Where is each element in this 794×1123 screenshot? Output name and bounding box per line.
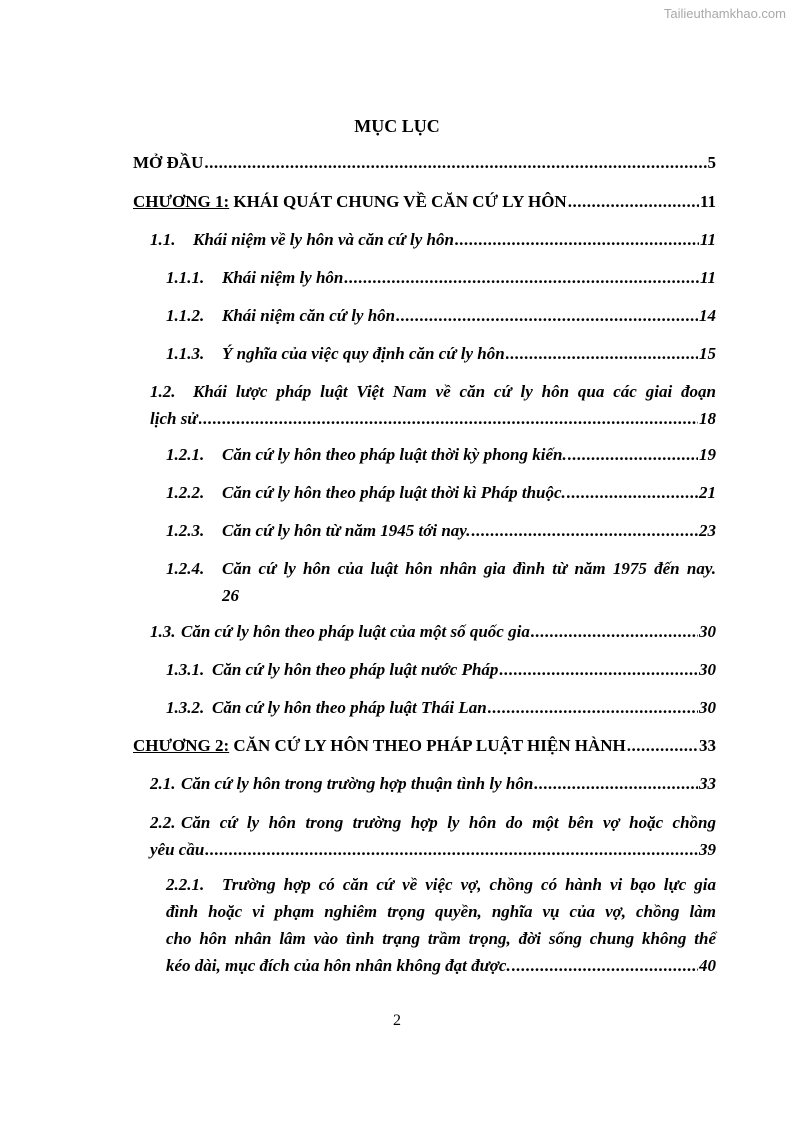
toc-entry-number: 1.1. xyxy=(150,230,176,249)
toc-entry-1-3-1[interactable] xyxy=(166,657,716,682)
toc-entry-text: Khái niệm ly hôn xyxy=(222,268,344,287)
toc-entry-page: 30 xyxy=(699,622,716,641)
toc-entry-number: 1.3.2. xyxy=(166,698,205,717)
toc-entry-page: 33 xyxy=(699,774,716,793)
toc-entry-page: 30 xyxy=(699,698,716,717)
toc-entry-text: Ý nghĩa của việc quy định căn cứ ly hôn xyxy=(222,344,505,363)
toc-entry-1-2-3[interactable] xyxy=(166,518,716,543)
toc-entry-text: CĂN CỨ LY HÔN THEO PHÁP LUẬT HIỆN HÀNH xyxy=(229,736,626,755)
toc-entry-chuong-2[interactable] xyxy=(133,733,716,758)
toc-entry-1-1-2[interactable] xyxy=(166,303,716,328)
toc-entry-number: 1.3. xyxy=(150,622,176,641)
toc-entry-page: 15 xyxy=(699,344,716,363)
toc-entry-text: Khái niệm về ly hôn và căn cứ ly hôn xyxy=(193,230,454,249)
toc-entry-page: 33 xyxy=(699,736,716,755)
toc-entry-number: 1.2.4. xyxy=(166,559,205,578)
toc-entry-page: 14 xyxy=(699,306,716,325)
toc-entry-text: Căn cứ ly hôn theo pháp luật Thái Lan xyxy=(212,698,487,717)
toc-entry-1-2-1[interactable] xyxy=(166,442,716,467)
toc-entry-number: 1.3.1. xyxy=(166,660,205,679)
toc-entry-2-2-1[interactable] xyxy=(166,872,716,978)
toc-entry-text: MỞ ĐẦU xyxy=(133,153,204,172)
toc-entry-page: 19 xyxy=(699,445,716,464)
toc-entry-1-1-1[interactable] xyxy=(166,265,716,290)
toc-entry-text-line: cho hôn nhân lâm vào tình trạng trầm trọng, đời sống chung không thể xyxy=(166,929,716,948)
toc-entry-text: kéo dài, mục đích của hôn nhân không đạt được. xyxy=(166,956,511,975)
toc-entry-1-2-2[interactable] xyxy=(166,480,716,505)
toc-entry-page: 21 xyxy=(699,483,716,502)
toc-entry-page: 18 xyxy=(699,409,716,428)
toc-entry-text-line: đình hoặc vi phạm nghiêm trọng quyền, nghĩa vụ của vợ, chồng làm xyxy=(166,902,716,921)
toc-entry-1-1[interactable] xyxy=(150,227,716,252)
toc-entry-page: 11 xyxy=(699,230,716,249)
toc-entry-page: 26 xyxy=(222,586,239,605)
page-title: MỤC LỤC xyxy=(354,116,440,136)
toc-entry-text: Căn cứ ly hôn từ năm 1945 tới nay. xyxy=(222,521,471,540)
toc-entry-text: Căn cứ ly hôn theo pháp luật của một số quốc gia xyxy=(181,622,530,641)
toc-entry-number: 1.2.3. xyxy=(166,521,205,540)
toc-entry-page: 39 xyxy=(699,840,716,859)
toc-entry-page: 40 xyxy=(699,956,716,975)
toc-entry-page: 5 xyxy=(707,153,716,172)
toc-entry-number: 2.1. xyxy=(150,774,176,793)
toc-entry-text: Khái niệm căn cứ ly hôn xyxy=(222,306,396,325)
toc-entry-number: 2.2.1. xyxy=(166,875,205,894)
toc-entry-number: 1.1.3. xyxy=(166,344,205,363)
toc-entry-mo-dau[interactable] xyxy=(133,150,716,175)
toc-entry-number: 2.2. xyxy=(150,813,176,832)
toc-entry-prefix: CHƯƠNG 2: xyxy=(133,736,230,755)
toc-entry-text: yêu cầu xyxy=(150,840,205,859)
toc-entry-text: Căn cứ ly hôn trong trường hợp thuận tình ly hôn xyxy=(181,774,534,793)
toc-entry-text-line: Trường hợp có căn cứ về việc vợ, chồng có hành vi bạo lực gia xyxy=(222,875,716,894)
toc-entry-1-3-2[interactable] xyxy=(166,695,716,720)
toc-entry-number: 1.1.1. xyxy=(166,268,205,287)
toc-entry-page: 23 xyxy=(699,521,716,540)
page-number: 2 xyxy=(393,1012,401,1029)
toc-entry-page: 30 xyxy=(699,660,716,679)
toc-entry-number: 1.1.2. xyxy=(166,306,205,325)
toc-entry-text: Căn cứ ly hôn theo pháp luật thời kì Pháp thuộc. xyxy=(222,483,566,502)
toc-entry-chuong-1[interactable] xyxy=(133,189,716,214)
toc-entry-2-2[interactable] xyxy=(150,810,716,862)
toc-entry-1-1-3[interactable] xyxy=(166,341,716,366)
toc-entry-number: 1.2.1. xyxy=(166,445,205,464)
toc-entry-text: KHÁI QUÁT CHUNG VỀ CĂN CỨ LY HÔN xyxy=(229,192,567,211)
toc-entry-number: 1.2. xyxy=(150,382,176,401)
toc-entry-text: Căn cứ ly hôn theo pháp luật nước Pháp xyxy=(212,660,499,679)
toc-entry-prefix: CHƯƠNG 1: xyxy=(133,192,230,211)
toc-entry-1-2-4[interactable] xyxy=(166,556,716,608)
toc-entry-text: Căn cứ ly hôn theo pháp luật thời kỳ phong kiến. xyxy=(222,445,567,464)
toc-entry-number: 1.2.2. xyxy=(166,483,205,502)
toc-entry-text: lịch sử xyxy=(150,409,198,428)
toc-entry-page: 11 xyxy=(699,268,716,287)
toc-entry-1-2[interactable] xyxy=(150,379,716,431)
toc-entry-text-line: Căn cứ ly hôn của luật hôn nhân gia đình từ năm 1975 đến nay. xyxy=(222,559,716,578)
watermark: Tailieuthamkhao.com xyxy=(663,6,786,21)
toc-entry-text-line: Căn cứ ly hôn trong trường hợp ly hôn do một bên vợ hoặc chồng xyxy=(181,813,716,832)
toc-entry-1-3[interactable] xyxy=(150,619,716,644)
toc-entry-2-1[interactable] xyxy=(150,771,716,796)
toc-entry-text-line: Khái lược pháp luật Việt Nam về căn cứ ly hôn qua các giai đoạn xyxy=(193,382,716,401)
toc-entry-page: 11 xyxy=(699,192,716,211)
